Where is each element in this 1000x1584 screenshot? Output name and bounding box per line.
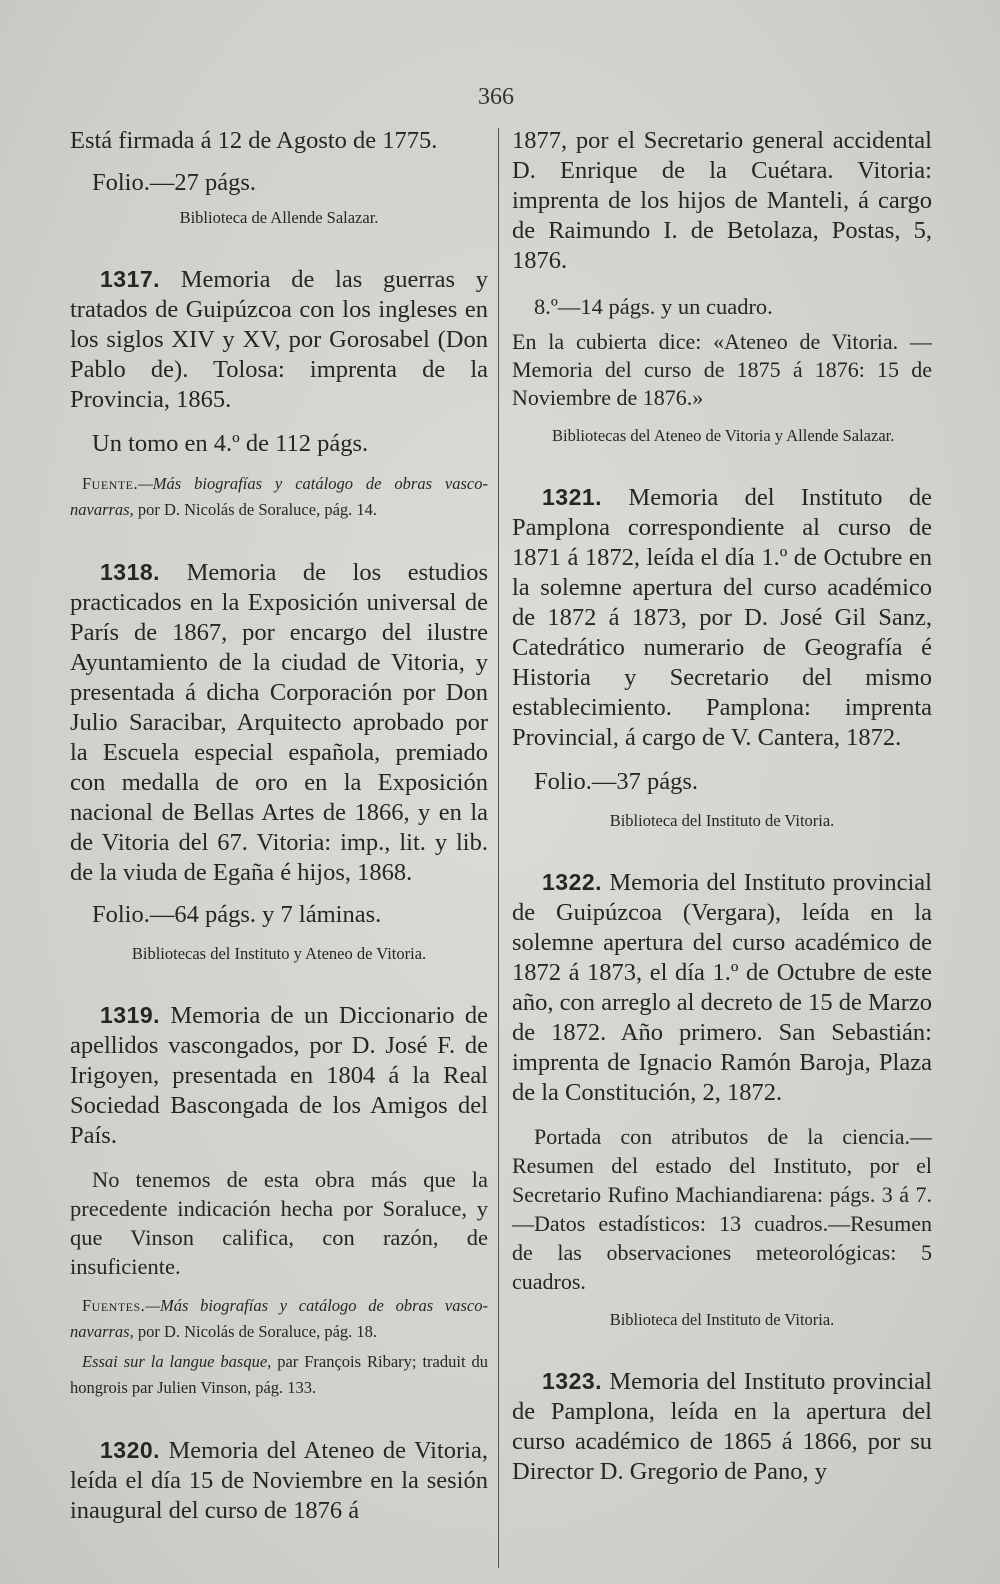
entry-note: No tenemos de esta obra más que la precedente indicación hecha por Soraluce, y que Vinson califica, con razón, de insuficiente. [70,1167,488,1279]
entry-number: 1322. [542,869,603,895]
left-column [70,126,488,1526]
intro-line: Está firmada á 12 de Agosto de 1775. [70,127,438,154]
entry-1320 [70,1435,488,1526]
entry-number: 1320. [100,1437,161,1463]
entry-library: Biblioteca del Instituto de Vitoria. [609,811,835,830]
intro-format: Folio.—27 págs. [92,169,257,196]
entry-number: 1319. [100,1002,161,1028]
entry-number: 1318. [100,559,161,585]
intro-library: Biblioteca de Allende Salazar. [179,208,379,227]
right-column [512,126,932,1487]
entry-number: 1323. [542,1368,603,1394]
entry-text: 1319. Memoria de un Diccionario de apellidos vascongados, por D. José F. de Irigoyen, presentada en 1804 á la Real Sociedad Bascongada de los Amigos del País. [70,1002,488,1149]
entry-number: 1321. [542,484,603,510]
entry-1322 [512,867,932,1332]
entry-1317 [70,264,488,523]
entry-text: 1321. Memoria del Instituto de Pamplona correspondiente al curso de 1871 á 1872, leída el día 1.º de Octubre en la solemne apertura del curso académico de 1872 á 1873, por D. José Gil Sanz, Catedrático numerario de Geografía é Historia y Secretario del mismo establecimiento. Pamplona: imprenta Provincial, á cargo de V. Cantera, 1872. [512,484,932,751]
entry-1320-library: Bibliotecas del Ateneo de Vitoria y Allende Salazar. [552,426,895,445]
entry-number: 1317. [100,266,161,292]
entry-1320-note: En la cubierta dice: «Ateneo de Vitoria. —Memoria del curso de 1875 á 1876: 15 de Noviembre de 1876.» [512,329,932,410]
entry-1321 [512,482,932,833]
entry-1323 [512,1366,932,1487]
entry-text: 1323. Memoria del Instituto provincial de Pamplona, leída en la apertura del curso académico de 1865 á 1866, por su Director D. Gregorio de Pano, y [512,1368,932,1485]
entry-source-2: Essai sur la langue basque, par François Ribary; traduit du hongrois par Julien Vinson, pág. 133. [70,1352,488,1397]
entry-format: Folio.—64 págs. y 7 láminas. [92,901,382,928]
entry-text: 1320. Memoria del Ateneo de Vitoria, leída el día 15 de Noviembre en la sesión inaugural del curso de 1876 á [70,1437,488,1524]
entry-format: Un tomo en 4.º de 112 págs. [92,430,369,457]
entry-library: Biblioteca del Instituto de Vitoria. [609,1310,835,1329]
entry-library: Bibliotecas del Instituto y Ateneo de Vitoria. [131,944,427,963]
page-number: 366 [478,84,514,110]
entry-format: Folio.—37 págs. [534,768,699,795]
entry-text: 1322. Memoria del Instituto provincial de Guipúzcoa (Vergara), leída en la solemne apertura del curso académico de 1872 á 1873, el día 1.º de Octubre de este año, con arreglo al decreto de 15 de Marzo de 1872. Año primero. San Sebastián: imprenta de Ignacio Ramón Baroja, Plaza de la Constitución, 2, 1872. [512,869,932,1106]
entry-1319 [70,1000,488,1401]
entry-source: Fuente.—Más biografías y catálogo de obras vasco-navarras, por D. Nicolás de Soraluce, pág. 14. [70,474,488,519]
entry-text: 1318. Memoria de los estudios practicados en la Exposición universal de París de 1867, por encargo del ilustre Ayuntamiento de la ciudad de Vitoria, y presentada á dicha Corporación por Don Julio Saracibar, Arquitecto aprobado por la Escuela especial española, premiado con medalla de oro en la Exposición nacional de Bellas Artes de 1866, y en la de Vitoria del 67. Vitoria: imp., lit. y lib. de la viuda de Egaña é hijos, 1868. [70,559,488,886]
entry-1320-format: 8.º—14 págs. y un cuadro. [534,294,773,319]
entry-1320-continued: 1877, por el Secretario general accidental D. Enrique de la Cuétara. Vitoria: imprenta de los hijos de Manteli, á cargo de Raimundo I. de Betolaza, Postas, 5, 1876. [512,127,932,274]
column-divider [498,128,499,1568]
entry-source: Fuentes.—Más biografías y catálogo de obras vasco-navarras, por D. Nicolás de Soraluce, pág. 18. [70,1296,488,1341]
entry-1318 [70,557,488,966]
entry-note: Portada con atributos de la ciencia.—Resumen del estado del Instituto, por el Secretario Rufino Machiandiarena: págs. 3 á 7.—Datos estadísticos: 13 cuadros.—Resumen de las observaciones meteorológicas: 5 cuadros. [512,1124,932,1294]
entry-text: 1317. Memoria de las guerras y tratados de Guipúzcoa con los ingleses en los siglos XIV y XV, por Gorosabel (Don Pablo de). Tolosa: imprenta de la Provincia, 1865. [70,266,488,413]
